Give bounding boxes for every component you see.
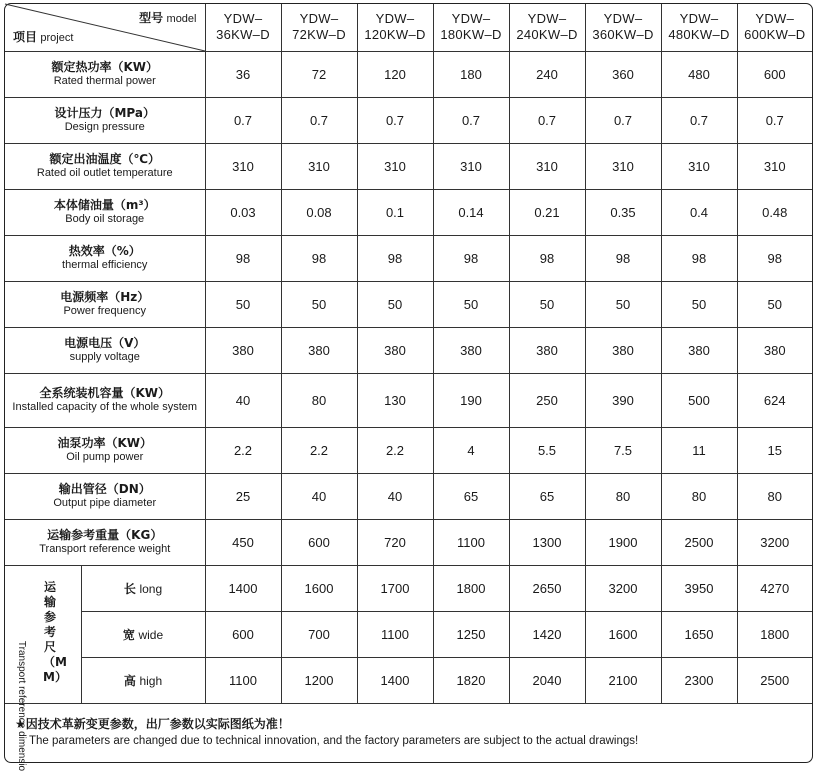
value-cell: 380 bbox=[585, 327, 661, 373]
parameter-name-cn: 设计压力（MPa） bbox=[54, 106, 155, 120]
value-cell: 2.2 bbox=[281, 427, 357, 473]
table-row bbox=[5, 51, 812, 97]
value-cell: 310 bbox=[661, 143, 737, 189]
value-cell: 240 bbox=[509, 51, 585, 97]
value-cell: 0.7 bbox=[433, 97, 509, 143]
value-cell: 0.03 bbox=[205, 189, 281, 235]
model-header-cell: YDW– 360KW–D bbox=[585, 4, 661, 51]
dimension-name-en: high bbox=[139, 673, 163, 688]
model-header-cell: YDW– 240KW–D bbox=[509, 4, 585, 51]
value-cell: 50 bbox=[281, 281, 357, 327]
value-cell: 0.7 bbox=[357, 97, 433, 143]
value-cell: 36 bbox=[205, 51, 281, 97]
value-cell: 1400 bbox=[357, 657, 433, 703]
value-cell: 380 bbox=[205, 327, 281, 373]
model-header-cell: YDW– 480KW–D bbox=[661, 4, 737, 51]
parameter-name-cn: 热效率（%） bbox=[68, 244, 141, 258]
parameter-name-cn: 电源电压（V） bbox=[64, 336, 146, 350]
parameter-name-en: Oil pump power bbox=[66, 451, 144, 463]
value-cell: 600 bbox=[737, 51, 812, 97]
parameter-name-cn: 运输参考重量（KG） bbox=[47, 528, 163, 542]
value-cell: 2100 bbox=[585, 657, 661, 703]
value-cell: 310 bbox=[737, 143, 812, 189]
value-cell: 0.35 bbox=[585, 189, 661, 235]
value-cell: 600 bbox=[205, 611, 281, 657]
table-row bbox=[5, 427, 812, 473]
value-cell: 0.14 bbox=[433, 189, 509, 235]
value-cell: 98 bbox=[509, 235, 585, 281]
value-cell: 72 bbox=[281, 51, 357, 97]
spec-sheet bbox=[4, 3, 813, 771]
parameter-label-cell bbox=[5, 281, 205, 327]
value-cell: 1300 bbox=[509, 519, 585, 565]
parameter-name-cn: 电源频率（Hz） bbox=[60, 290, 150, 304]
value-cell: 1820 bbox=[433, 657, 509, 703]
parameter-label-cell bbox=[5, 473, 205, 519]
value-cell: 2650 bbox=[509, 565, 585, 611]
parameter-name-cn: 全系统装机容量（KW） bbox=[39, 386, 171, 400]
parameter-name-en: Design pressure bbox=[64, 121, 145, 133]
value-cell: 624 bbox=[737, 373, 812, 427]
value-cell: 1200 bbox=[281, 657, 357, 703]
value-cell: 11 bbox=[661, 427, 737, 473]
value-cell: 25 bbox=[205, 473, 281, 519]
value-cell: 480 bbox=[661, 51, 737, 97]
model-label: 型号 model bbox=[139, 11, 197, 25]
value-cell: 130 bbox=[357, 373, 433, 427]
value-cell: 310 bbox=[433, 143, 509, 189]
value-cell: 0.4 bbox=[661, 189, 737, 235]
value-cell: 700 bbox=[281, 611, 357, 657]
value-cell: 50 bbox=[357, 281, 433, 327]
value-cell: 720 bbox=[357, 519, 433, 565]
value-cell: 40 bbox=[281, 473, 357, 519]
value-cell: 98 bbox=[661, 235, 737, 281]
value-cell: 2500 bbox=[661, 519, 737, 565]
value-cell: 0.7 bbox=[585, 97, 661, 143]
value-cell: 310 bbox=[281, 143, 357, 189]
value-cell: 7.5 bbox=[585, 427, 661, 473]
table-row bbox=[5, 235, 812, 281]
value-cell: 5.5 bbox=[509, 427, 585, 473]
value-cell: 1650 bbox=[661, 611, 737, 657]
parameter-name-en: Rated thermal power bbox=[53, 75, 156, 87]
parameter-name-cn: 油泵功率（KW） bbox=[57, 436, 153, 450]
header-row bbox=[5, 4, 812, 51]
value-cell: 380 bbox=[433, 327, 509, 373]
parameter-name-en: Body oil storage bbox=[65, 213, 145, 225]
value-cell: 15 bbox=[737, 427, 812, 473]
footnote-en: The parameters are changed due to technical innovation, and the factory parameters are subject to the actual drawings! bbox=[29, 735, 639, 747]
value-cell: 180 bbox=[433, 51, 509, 97]
value-cell: 450 bbox=[205, 519, 281, 565]
value-cell: 50 bbox=[433, 281, 509, 327]
value-cell: 2300 bbox=[661, 657, 737, 703]
value-cell: 250 bbox=[509, 373, 585, 427]
value-cell: 50 bbox=[509, 281, 585, 327]
dimension-name-en: wide bbox=[138, 627, 164, 642]
dimension-row bbox=[5, 611, 812, 657]
table-row bbox=[5, 473, 812, 519]
value-cell: 1420 bbox=[509, 611, 585, 657]
dimension-group-wrap bbox=[5, 566, 81, 771]
value-cell: 2040 bbox=[509, 657, 585, 703]
value-cell: 0.7 bbox=[661, 97, 737, 143]
value-cell: 1600 bbox=[281, 565, 357, 611]
dimension-name-cn: 宽 bbox=[122, 627, 135, 642]
value-cell: 190 bbox=[433, 373, 509, 427]
value-cell: 4270 bbox=[737, 565, 812, 611]
dimension-row bbox=[5, 657, 812, 703]
table-row bbox=[5, 373, 812, 427]
parameter-name-en: Rated oil outlet temperature bbox=[36, 167, 173, 179]
value-cell: 1400 bbox=[205, 565, 281, 611]
table-row bbox=[5, 143, 812, 189]
dimension-row bbox=[5, 565, 812, 611]
value-cell: 98 bbox=[281, 235, 357, 281]
value-cell: 380 bbox=[281, 327, 357, 373]
parameter-label-cell bbox=[5, 427, 205, 473]
parameter-name-cn: 输出管径（DN） bbox=[58, 482, 151, 496]
value-cell: 2500 bbox=[737, 657, 812, 703]
footnote bbox=[15, 716, 805, 749]
value-cell: 1900 bbox=[585, 519, 661, 565]
value-cell: 380 bbox=[357, 327, 433, 373]
model-header-cell: YDW– 180KW–D bbox=[433, 4, 509, 51]
parameter-name-cn: 额定热功率（KW） bbox=[51, 60, 159, 74]
table-row bbox=[5, 327, 812, 373]
dimension-label-cell bbox=[81, 657, 205, 703]
value-cell: 0.48 bbox=[737, 189, 812, 235]
table-row bbox=[5, 281, 812, 327]
value-cell: 600 bbox=[281, 519, 357, 565]
parameter-name-en: Transport reference weight bbox=[39, 543, 171, 555]
value-cell: 1250 bbox=[433, 611, 509, 657]
value-cell: 50 bbox=[661, 281, 737, 327]
parameter-name-en: thermal efficiency bbox=[62, 259, 148, 271]
value-cell: 2.2 bbox=[357, 427, 433, 473]
value-cell: 65 bbox=[509, 473, 585, 519]
parameter-label-cell bbox=[5, 519, 205, 565]
parameter-label-cell bbox=[5, 143, 205, 189]
value-cell: 98 bbox=[585, 235, 661, 281]
table-row bbox=[5, 519, 812, 565]
parameter-name-en: Installed capacity of the whole system bbox=[12, 401, 198, 413]
value-cell: 98 bbox=[433, 235, 509, 281]
dimension-group-cn: 运输参考尺（MM） bbox=[43, 579, 67, 684]
value-cell: 0.7 bbox=[737, 97, 812, 143]
value-cell: 80 bbox=[585, 473, 661, 519]
value-cell: 50 bbox=[737, 281, 812, 327]
value-cell: 0.7 bbox=[281, 97, 357, 143]
value-cell: 1600 bbox=[585, 611, 661, 657]
table-row bbox=[5, 189, 812, 235]
value-cell: 3200 bbox=[737, 519, 812, 565]
value-cell: 1800 bbox=[433, 565, 509, 611]
value-cell: 3950 bbox=[661, 565, 737, 611]
value-cell: 4 bbox=[433, 427, 509, 473]
dimension-name-cn: 长 bbox=[123, 581, 136, 596]
value-cell: 310 bbox=[509, 143, 585, 189]
value-cell: 1800 bbox=[737, 611, 812, 657]
parameter-label-cell bbox=[5, 327, 205, 373]
value-cell: 120 bbox=[357, 51, 433, 97]
value-cell: 1100 bbox=[433, 519, 509, 565]
value-cell: 1100 bbox=[357, 611, 433, 657]
value-cell: 0.1 bbox=[357, 189, 433, 235]
value-cell: 98 bbox=[737, 235, 812, 281]
value-cell: 310 bbox=[205, 143, 281, 189]
footnote-cn: ★因技术革新变更参数，出厂参数以实际图纸为准！ bbox=[15, 717, 290, 731]
value-cell: 380 bbox=[661, 327, 737, 373]
table-row bbox=[5, 97, 812, 143]
value-cell: 80 bbox=[737, 473, 812, 519]
dimension-name-cn: 高 bbox=[123, 673, 136, 688]
value-cell: 310 bbox=[357, 143, 433, 189]
project-label: 项目 project bbox=[13, 29, 74, 44]
value-cell: 1100 bbox=[205, 657, 281, 703]
parameter-name-cn: 额定出油温度（℃） bbox=[49, 152, 161, 166]
value-cell: 50 bbox=[585, 281, 661, 327]
dimension-label-cell bbox=[81, 565, 205, 611]
value-cell: 1700 bbox=[357, 565, 433, 611]
value-cell: 3200 bbox=[585, 565, 661, 611]
parameter-label-cell bbox=[5, 235, 205, 281]
value-cell: 0.7 bbox=[509, 97, 585, 143]
value-cell: 98 bbox=[357, 235, 433, 281]
value-cell: 380 bbox=[509, 327, 585, 373]
value-cell: 50 bbox=[205, 281, 281, 327]
parameter-label-cell bbox=[5, 373, 205, 427]
value-cell: 0.08 bbox=[281, 189, 357, 235]
value-cell: 360 bbox=[585, 51, 661, 97]
value-cell: 310 bbox=[585, 143, 661, 189]
value-cell: 98 bbox=[205, 235, 281, 281]
value-cell: 65 bbox=[433, 473, 509, 519]
model-header-cell: YDW– 72KW–D bbox=[281, 4, 357, 51]
value-cell: 80 bbox=[661, 473, 737, 519]
model-header-cell: YDW– 600KW–D bbox=[737, 4, 812, 51]
value-cell: 80 bbox=[281, 373, 357, 427]
parameter-label-cell bbox=[5, 97, 205, 143]
value-cell: 390 bbox=[585, 373, 661, 427]
header-corner-cell bbox=[5, 4, 205, 51]
model-header-cell: YDW– 120KW–D bbox=[357, 4, 433, 51]
value-cell: 0.7 bbox=[205, 97, 281, 143]
value-cell: 380 bbox=[737, 327, 812, 373]
value-cell: 2.2 bbox=[205, 427, 281, 473]
parameter-name-en: Output pipe diameter bbox=[53, 497, 157, 509]
value-cell: 0.21 bbox=[509, 189, 585, 235]
dimension-label-cell bbox=[81, 611, 205, 657]
value-cell: 40 bbox=[205, 373, 281, 427]
parameter-name-cn: 本体储油量（m³） bbox=[53, 198, 156, 212]
dimension-name-en: long bbox=[139, 581, 163, 596]
value-cell: 40 bbox=[357, 473, 433, 519]
dimension-group-label bbox=[5, 565, 81, 771]
model-header-cell: YDW– 36KW–D bbox=[205, 4, 281, 51]
parameter-label-cell bbox=[5, 51, 205, 97]
parameter-name-en: supply voltage bbox=[69, 351, 140, 363]
parameter-name-en: Power frequency bbox=[63, 305, 147, 317]
value-cell: 500 bbox=[661, 373, 737, 427]
dimension-group-en: Transport reference dimensio bbox=[16, 640, 27, 771]
parameter-label-cell bbox=[5, 189, 205, 235]
